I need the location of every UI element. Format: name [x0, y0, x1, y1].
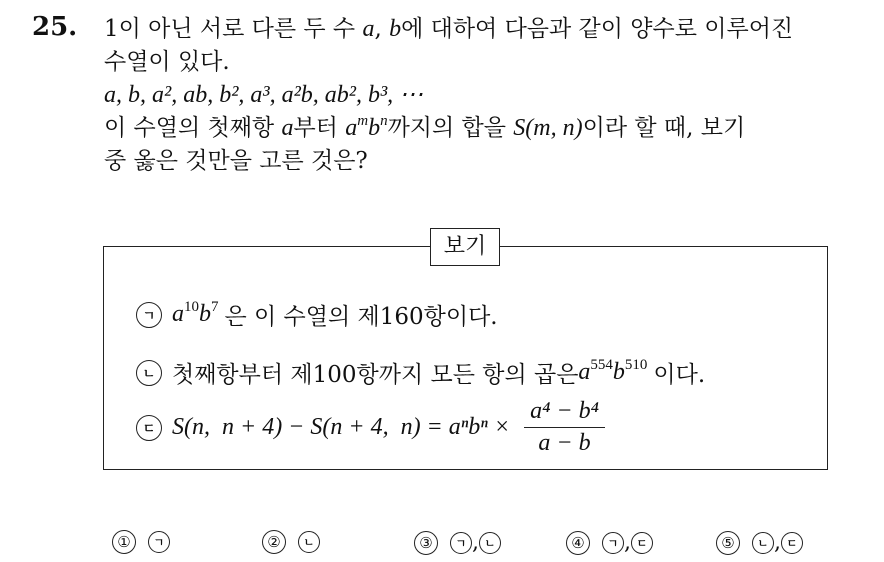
- stem-line-2: 수열이 있다.: [104, 49, 230, 75]
- item2-expression: $a^{554}b^{510}$: [578, 357, 648, 385]
- marker-circle: ㄱ: [136, 302, 162, 328]
- fraction: $\frac{\text{a⁴ − b⁴}}{a - b}$: [524, 398, 605, 457]
- choice-4[interactable]: ④ ㄱ , ㄷ: [566, 530, 653, 555]
- sequence-expression: a, b, a², ab, b², a³, a²b, ab², b³, ⋯: [104, 82, 424, 108]
- bogi-title: 보기: [430, 228, 500, 266]
- choice-5[interactable]: ⑤ ㄴ , ㄷ: [716, 530, 803, 555]
- stem-line-4: 이 수열의 첫째항 a부터 $a^mb^n$까지의 합을 S(m, n)이라 할 때, 보기: [104, 113, 746, 141]
- stem-line-5: 중 옳은 것만을 고른 것은?: [104, 148, 368, 174]
- bogi-item-3: ㄷ S(n, n + 4) − S(n + 4, n) = aⁿbⁿ × $\frac{\text{a⁴ − b⁴}}{a - b}$: [136, 398, 605, 457]
- bogi-item-2: ㄴ 첫째항부터 제100항까지 모든 항의 곱은 $a^{554}b^{510}$ 이다.: [136, 356, 705, 389]
- item1-expression: $a^{10}b^7$: [172, 299, 219, 327]
- choice-3[interactable]: ③ ㄱ , ㄴ: [414, 530, 501, 555]
- question-number: 25.: [32, 12, 78, 42]
- bogi-item-1: ㄱ $a^{10}b^7$ 은 이 수열의 제160항이다.: [136, 298, 498, 331]
- choice-2[interactable]: ② ㄴ: [262, 530, 320, 554]
- choice-1[interactable]: ① ㄱ: [112, 530, 170, 554]
- marker-circle: ㄴ: [136, 360, 162, 386]
- marker-circle: ㄷ: [136, 415, 162, 441]
- stem-line-1: 1이 아닌 서로 다른 두 수 a, b에 대하여 다음과 같이 양수로 이루어진: [104, 16, 794, 42]
- question-stem: [104, 13, 874, 178]
